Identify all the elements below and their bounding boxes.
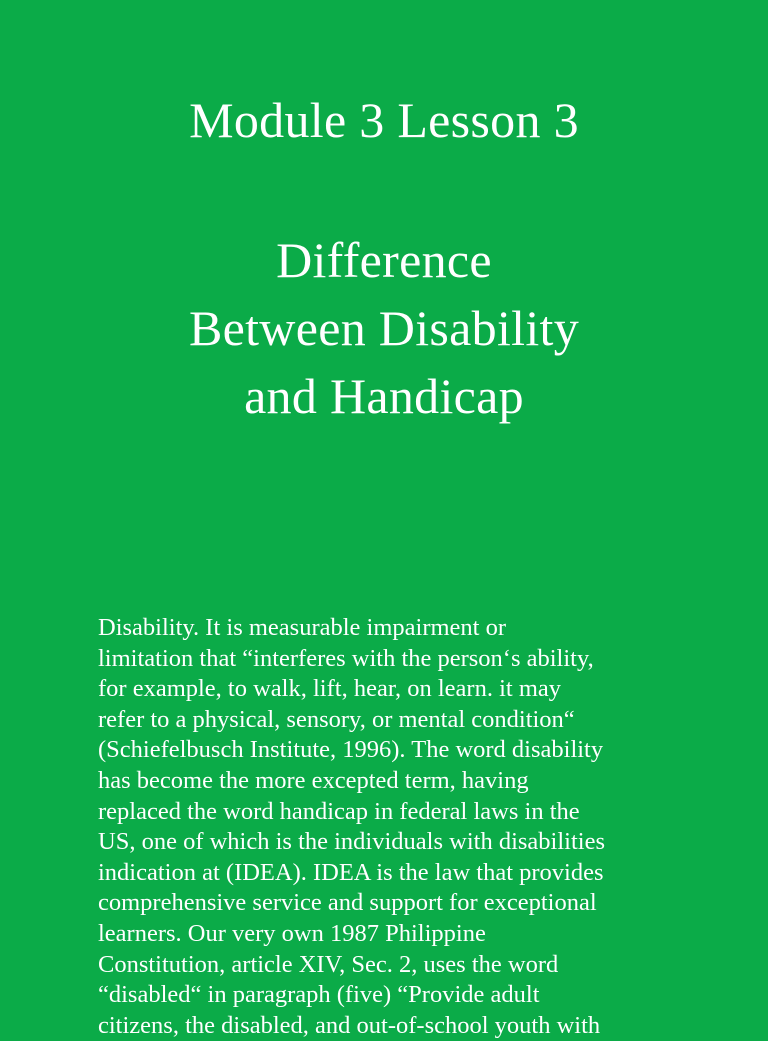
body-paragraph [98,613,728,1041]
body-line: has become the more excepted term, having [98,766,529,794]
body-line: citizens, the disabled, and out-of-school youth with [98,1011,601,1039]
body-line: Disability. It is measurable impairment or [98,614,507,641]
body-line: “disabled“ in paragraph (five) “Provide adult [98,981,540,1009]
body-line: limitation that “interferes with the person‘s ability, [98,644,594,672]
heading-line: and Handicap [244,368,524,424]
body-line: learners. Our very own 1987 Philippine [98,919,486,947]
body-line: replaced the word handicap in federal laws in the [98,797,580,825]
body-line: US, one of which is the individuals with disabilities [98,828,605,856]
slide-heading [0,226,768,430]
body-line: for example, to walk, lift, hear, on learn. it may [98,675,561,703]
heading-line: Between Disability [188,300,580,356]
body-line: (Schiefelbusch Institute, 1996). The word disability [98,736,604,764]
body-line: indication at (IDEA). IDEA is the law that provides [98,858,604,886]
body-line: Constitution, article XIV, Sec. 2, uses the word [98,950,559,978]
body-line: comprehensive service and support for exceptional [98,889,597,917]
heading-line: Difference [276,232,492,288]
body-line: refer to a physical, sensory, or mental condition“ [98,705,575,733]
slide-title: Module 3 Lesson 3 [189,92,579,148]
